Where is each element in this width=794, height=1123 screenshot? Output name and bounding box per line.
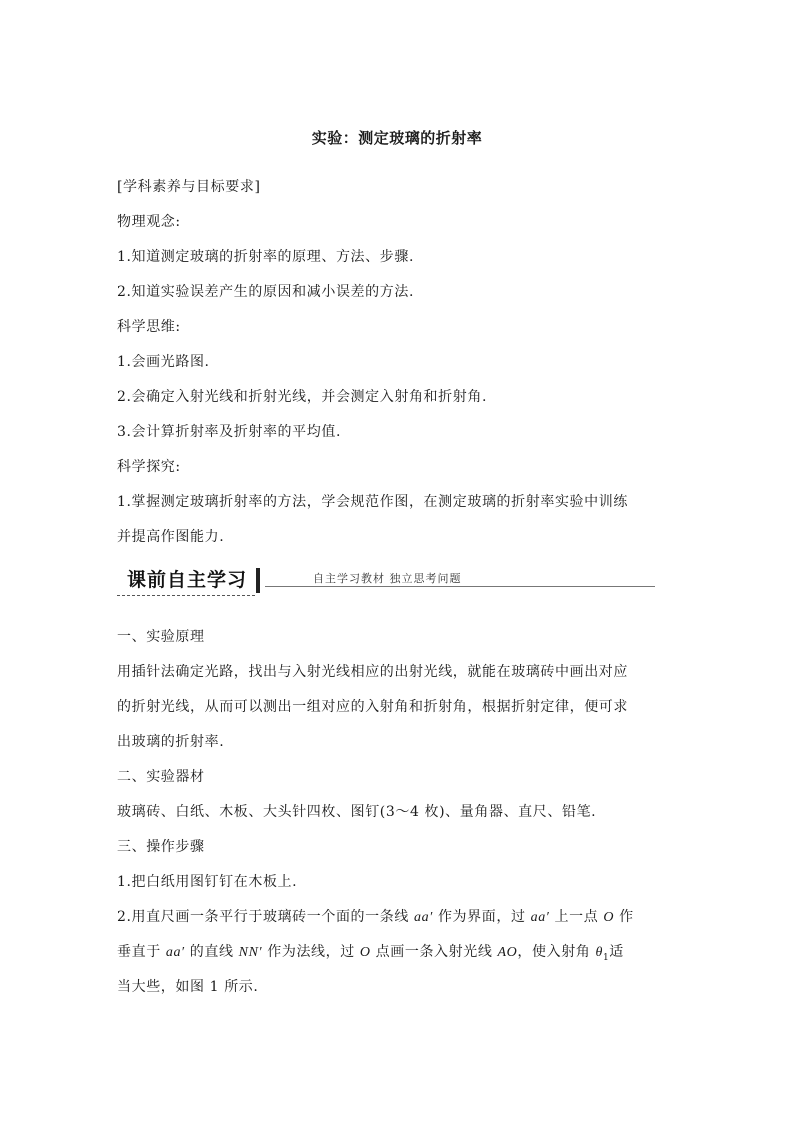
math-var: aa′ xyxy=(414,910,433,925)
step-2-text: 作为界面，过 xyxy=(432,909,531,925)
math-var: θ xyxy=(595,945,603,960)
step-2-line-3: 当大些，如图 1 所示. xyxy=(117,979,259,995)
banner-label: 课前自主学习 xyxy=(127,569,248,591)
math-var: O xyxy=(359,945,371,960)
scientific-thinking-label: 科学思维: xyxy=(117,319,181,335)
step-2-text: 的直线 xyxy=(184,944,239,960)
math-var: NN′ xyxy=(238,945,263,960)
equipment-heading: 二、实验器材 xyxy=(117,769,205,785)
math-var: aa′ xyxy=(530,910,550,925)
scientific-inquiry-item-1-cont: 并提高作图能力. xyxy=(117,529,225,545)
equipment-list: 玻璃砖、白纸、木板、大头针四枚、图钉(3～4 枚)、量角器、直尺、铅笔. xyxy=(117,804,597,820)
principle-heading: 一、实验原理 xyxy=(117,629,205,645)
step-2-text: 上一点 xyxy=(549,909,604,925)
physics-concept-label: 物理观念: xyxy=(117,214,181,230)
banner-rule xyxy=(265,586,655,587)
steps-heading: 三、操作步骤 xyxy=(117,839,205,855)
page-title: 实验：测定玻璃的折射率 xyxy=(311,129,483,147)
scientific-thinking-item-2: 2.会确定入射光线和折射光线，并会测定入射角和折射角. xyxy=(117,389,488,405)
scientific-inquiry-item-1: 1.掌握测定玻璃折射率的方法，学会规范作图，在测定玻璃的折射率实验中训练 xyxy=(117,494,628,510)
step-2-line-2 xyxy=(117,942,687,968)
scientific-thinking-item-3: 3.会计算折射率及折射率的平均值. xyxy=(117,424,342,440)
math-subscript: 1 xyxy=(602,952,610,963)
math-var: O xyxy=(603,910,615,925)
banner-divider xyxy=(256,568,260,593)
step-2-text: 作 xyxy=(614,909,634,925)
principle-paragraph-line-2: 的折射光线，从而可以测出一组对应的入射角和折射角，根据折射定律，便可求 xyxy=(117,699,628,715)
scientific-thinking-item-1: 1.会画光路图. xyxy=(117,354,210,370)
step-2-text: 垂直于 xyxy=(117,944,166,960)
step-2-text: ，使入射角 xyxy=(517,944,596,960)
math-var: AO xyxy=(497,945,518,960)
banner-dashed-underline xyxy=(117,595,255,596)
banner-subtitle: 自主学习教材 独立思考问题 xyxy=(313,572,462,585)
step-2-line-1 xyxy=(117,907,687,928)
principle-paragraph-line-3: 出玻璃的折射率. xyxy=(117,734,225,750)
physics-concept-item-1: 1.知道测定玻璃的折射率的原理、方法、步骤. xyxy=(117,249,415,265)
step-2-text: 点画一条入射光线 xyxy=(370,944,498,960)
math-var: aa′ xyxy=(165,945,185,960)
physics-concept-item-2: 2.知道实验误差产生的原因和减小误差的方法. xyxy=(117,284,415,300)
step-2-text: 作为法线，过 xyxy=(262,944,360,960)
goals-heading: [学科素养与目标要求] xyxy=(117,179,261,195)
section-banner xyxy=(117,566,657,598)
principle-paragraph-line-1: 用插针法确定光路，找出与入射光线相应的出射光线，就能在玻璃砖中画出对应 xyxy=(117,664,628,680)
scientific-inquiry-label: 科学探究: xyxy=(117,459,181,475)
step-1: 1.把白纸用图钉钉在木板上. xyxy=(117,874,298,890)
step-2-text: 2.用直尺画一条平行于玻璃砖一个面的一条线 xyxy=(117,909,415,925)
step-2-text: 适 xyxy=(609,944,624,960)
